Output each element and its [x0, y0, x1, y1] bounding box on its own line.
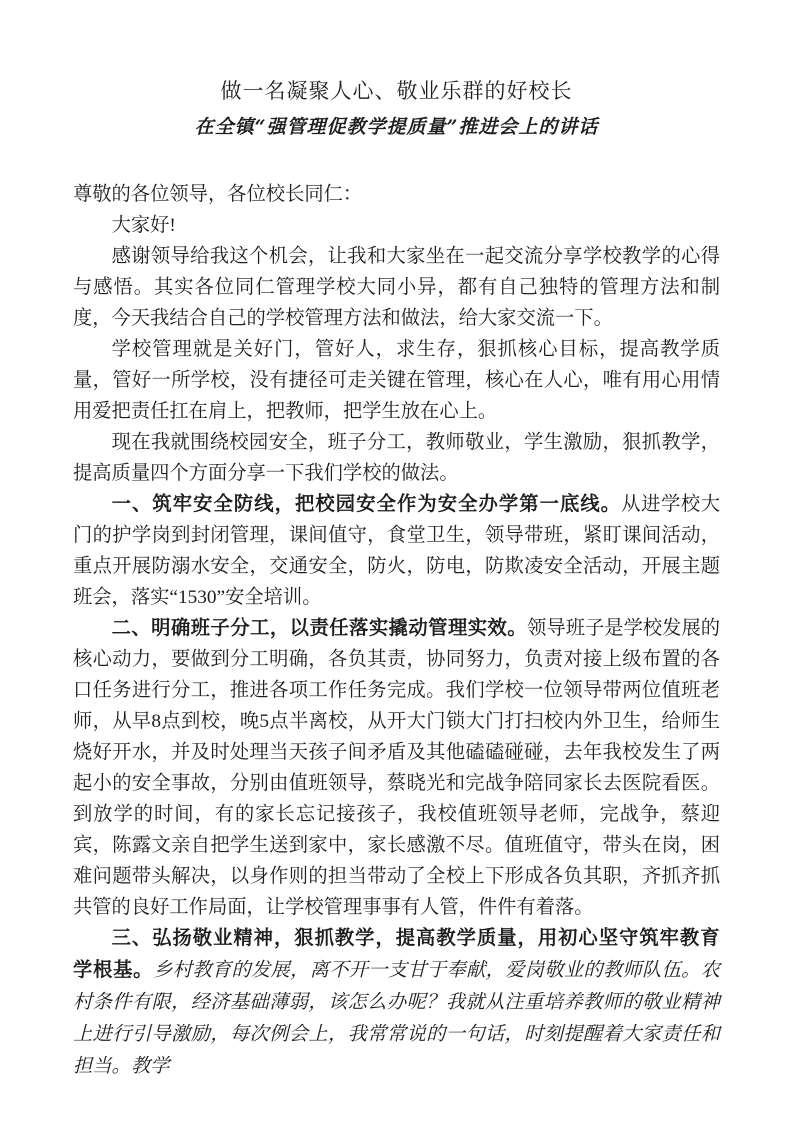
text-run: 感谢领导给我这个机会，让我和大家坐在一起交流分享学校教学的心得与感悟。其实各位同仁管理学校大同小异，都有自己独特的管理方法和制度，今天我结合自己的学校管理方法和做法，给大家交流一下。 [73, 246, 720, 329]
text-run: 领导班子是学校发展的核心动力，要做到分工明确，各负其责，协同努力，负责对接上级布置的各口任务进行分工，推进各项工作任务完成。我们学校一位领导带两位值班老师，从早8点到校，晚5点半离校，从开大门锁大门打扫校内外卫生，给师生烧好开水，并及时处理当天孩子间矛盾及其他磕磕碰碰，去年我校发生了两起小的安全事故，分别由值班领导，蔡晓光和完战争陪同家长去医院看医。到放学的时间，有的家长忘记接孩子，我校值班领导老师，完战争，蔡迎宾，陈露文亲自把学生送到家中，家长感激不尽。值班值守，带头在岗，困难问题带头解决，以身作则的担当带动了全校上下形成各负其职，齐抓齐抓共管的良好工作局面，让学校管理事事有人管，件件有着落。 [73, 618, 721, 918]
section-heading: 三、弘扬敬业精神，狠抓教学，提高教学质量，用初心坚守筑牢教育学根基。 [73, 928, 720, 981]
section-2-paragraph [73, 613, 720, 923]
section-3-paragraph [73, 923, 720, 1082]
management-philosophy-paragraph [73, 334, 720, 427]
greeting [73, 210, 720, 241]
text-run: 现在我就围绕校园安全，班子分工，教师敬业，学生激励，狠抓教学，提高质量四个方面分享一下我们学校的做法。 [73, 432, 720, 484]
section-heading: 一、筑牢安全防线，把校园安全作为安全办学第一底线。 [111, 494, 622, 515]
overview-paragraph [73, 427, 720, 489]
intro-paragraph [73, 241, 720, 334]
document-title: 做一名凝聚人心、敬业乐群的好校长 [220, 79, 573, 103]
salutation [73, 179, 720, 210]
text-run: 尊敬的各位领导，各位校长同仁： [73, 184, 363, 205]
document-subtitle: 在全镇“强管理促教学提质量”推进会上的讲话 [194, 116, 599, 138]
text-run: 从进学校大门的护学岗到封闭管理，课间值守，食堂卫生，领导带班，紧盯课间活动，重点开展防溺水安全，交通安全，防火，防电，防欺凌安全活动，开展主题班会，落实“1530”安全培训。 [73, 494, 721, 608]
text-run: 乡村教育的发展，离不开一支甘于奉献，爱岗敬业的教师队伍。农村条件有限，经济基础薄弱，该怎么办呢？我就从注重培养教师的敬业精神上进行引导激励，每次例会上，我常常说的一句话，时刻提醒着大家责任和担当。教学 [73, 958, 721, 1077]
section-1-paragraph [73, 489, 720, 613]
section-heading: 二、明确班子分工，以责任落实撬动管理实效。 [111, 618, 528, 639]
text-run: 大家好! [111, 215, 176, 236]
document-body [73, 179, 720, 1082]
text-run: 学校管理就是关好门，管好人，求生存，狠抓核心目标，提高教学质量，管好一所学校，没有捷径可走关键在管理，核心在人心，唯有用心用情用爱把责任扛在肩上，把教师，把学生放在心上。 [73, 339, 720, 422]
